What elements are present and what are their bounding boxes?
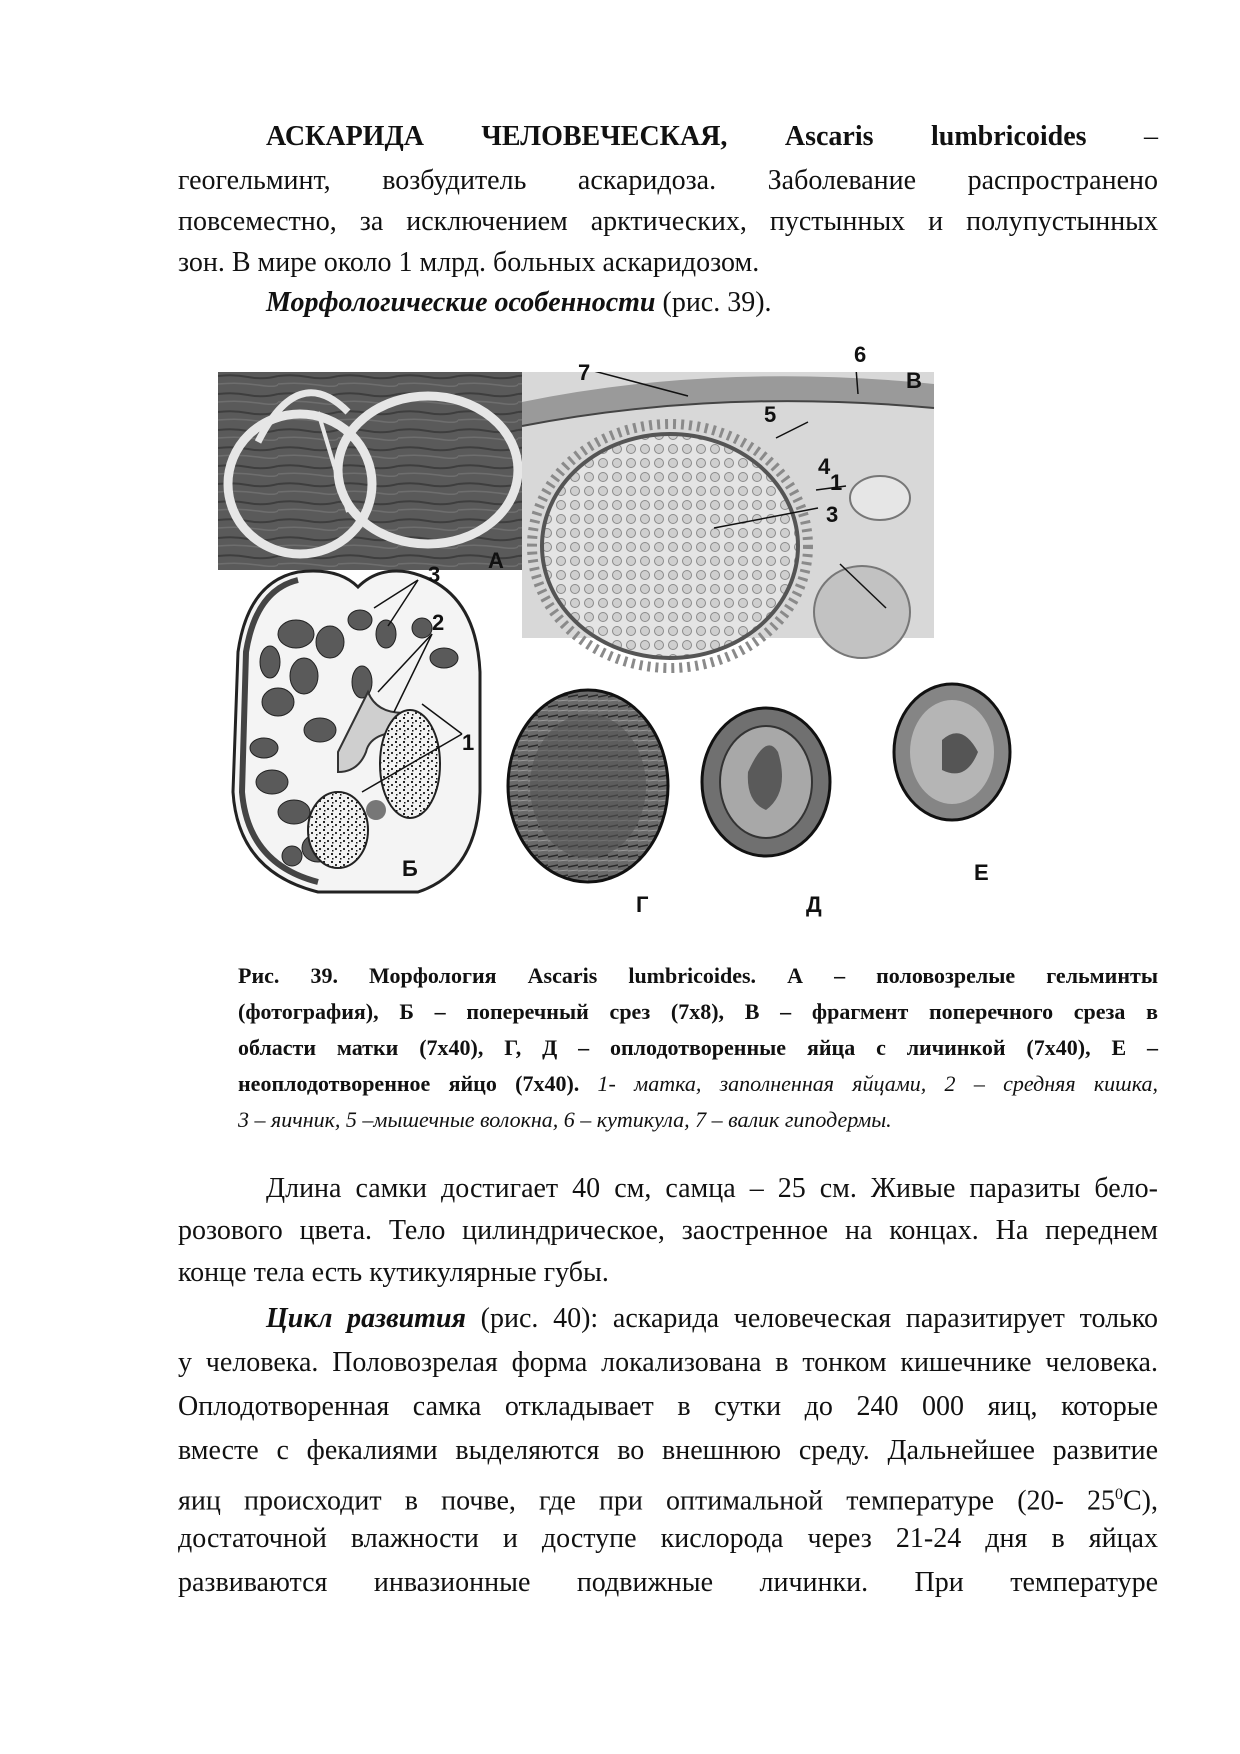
label-num-3-b: 3	[428, 562, 441, 587]
intro-line-2: повсеместно, за исключением арктических, пустынных и полупустынных	[178, 206, 1158, 237]
label-num-1-v: 1	[830, 470, 843, 495]
cycle-heading: Цикл развития	[266, 1303, 466, 1334]
label-num-4-v: 4	[818, 454, 831, 479]
panel-e-egg	[894, 684, 1010, 820]
label-panel-e: Е	[974, 860, 989, 885]
figure-39	[218, 342, 1158, 952]
caption-line-3: области матки (7х40), Г, Д – оплодотворенные яйца с личинкой (7х40), Е –	[238, 1035, 1158, 1060]
cycle-line-3: Оплодотворенная самка откладывает в сутки до 240 000 яиц, которые	[178, 1391, 1158, 1422]
caption-line-5: 3 – яичник, 5 –мышечные волокна, 6 – кутикула, 7 – валик гиподермы.	[238, 1107, 892, 1132]
panel-g-egg	[508, 690, 668, 882]
cycle-line-4: вместе с фекалиями выделяются во внешнюю среду. Дальнейшее развитие	[178, 1435, 1158, 1466]
title-dash: –	[1144, 121, 1158, 152]
label-panel-d: Д	[806, 892, 822, 917]
degree-superscript: 0	[1115, 1486, 1123, 1503]
panel-v-uterus	[522, 372, 934, 668]
label-panel-a: А	[488, 548, 504, 573]
label-num-7-v: 7	[578, 360, 591, 385]
morph-heading	[178, 280, 1158, 326]
length-line-1: Длина самки достигает 40 см, самца – 25 см. Живые паразиты бело-	[266, 1173, 1158, 1204]
title-line	[178, 114, 1158, 160]
label-num-2-b: 2	[432, 610, 445, 635]
caption-line-4-bold: неоплодотворенное яйцо (7х40).	[238, 1071, 580, 1096]
intro-line-3: зон. В мире около 1 млрд. больных аскаридозом.	[178, 247, 760, 278]
label-panel-g: Г	[636, 892, 649, 917]
cycle-line-2: у человека. Половозрелая форма локализована в тонком кишечнике человека.	[178, 1347, 1158, 1378]
label-num-6-v: 6	[854, 342, 867, 367]
figure-39-illustration	[218, 372, 1158, 952]
cycle-line-5-end: С),	[1123, 1485, 1158, 1517]
caption-line-1: Рис. 39. Морфология Ascaris lumbricoides. А – половозрелые гельминты	[238, 963, 1158, 988]
panel-a-photo	[218, 372, 530, 570]
label-num-1-b: 1	[462, 730, 475, 755]
cycle-line-1-rest: (рис. 40): аскарида человеческая паразитирует только	[465, 1303, 1158, 1334]
caption-line-2: (фотография), Б – поперечный срез (7х8), В – фрагмент поперечного среза в	[238, 999, 1158, 1024]
figure-caption	[238, 958, 1158, 1138]
label-panel-v: В	[906, 368, 922, 393]
cycle-line-7: развиваются инвазионные подвижные личинки. При температуре	[178, 1567, 1158, 1598]
morph-heading-ref: (рис. 39).	[662, 287, 772, 318]
label-panel-b: Б	[402, 856, 418, 881]
cycle-line-5-text: яиц происходит в почве, где при оптимальной температуре (20- 25	[178, 1485, 1115, 1517]
length-line-2: розового цвета. Тело цилиндрическое, заостренное на концах. На переднем	[178, 1215, 1158, 1246]
cycle-line-1	[178, 1296, 1158, 1342]
label-num-3-v: 3	[826, 502, 839, 527]
title-latin: Ascaris lumbricoides	[784, 121, 1087, 152]
morph-heading-text: Морфологические особенности	[266, 287, 656, 318]
caption-line-4-italic: 1- матка, заполненная яйцами, 2 – средняя кишка,	[579, 1071, 1158, 1096]
length-line-3: конце тела есть кутикулярные губы.	[178, 1257, 609, 1288]
intro-line-1: геогельминт, возбудитель аскаридоза. Заболевание распространено	[178, 165, 1158, 196]
label-num-5-v: 5	[764, 402, 777, 427]
caption-line-4	[238, 1066, 1158, 1102]
panel-d-egg	[702, 708, 830, 856]
cycle-line-6: достаточной влажности и доступе кислорода через 21-24 дня в яйцах	[178, 1523, 1158, 1554]
title-heading: АСКАРИДА ЧЕЛОВЕЧЕСКАЯ,	[266, 121, 728, 152]
